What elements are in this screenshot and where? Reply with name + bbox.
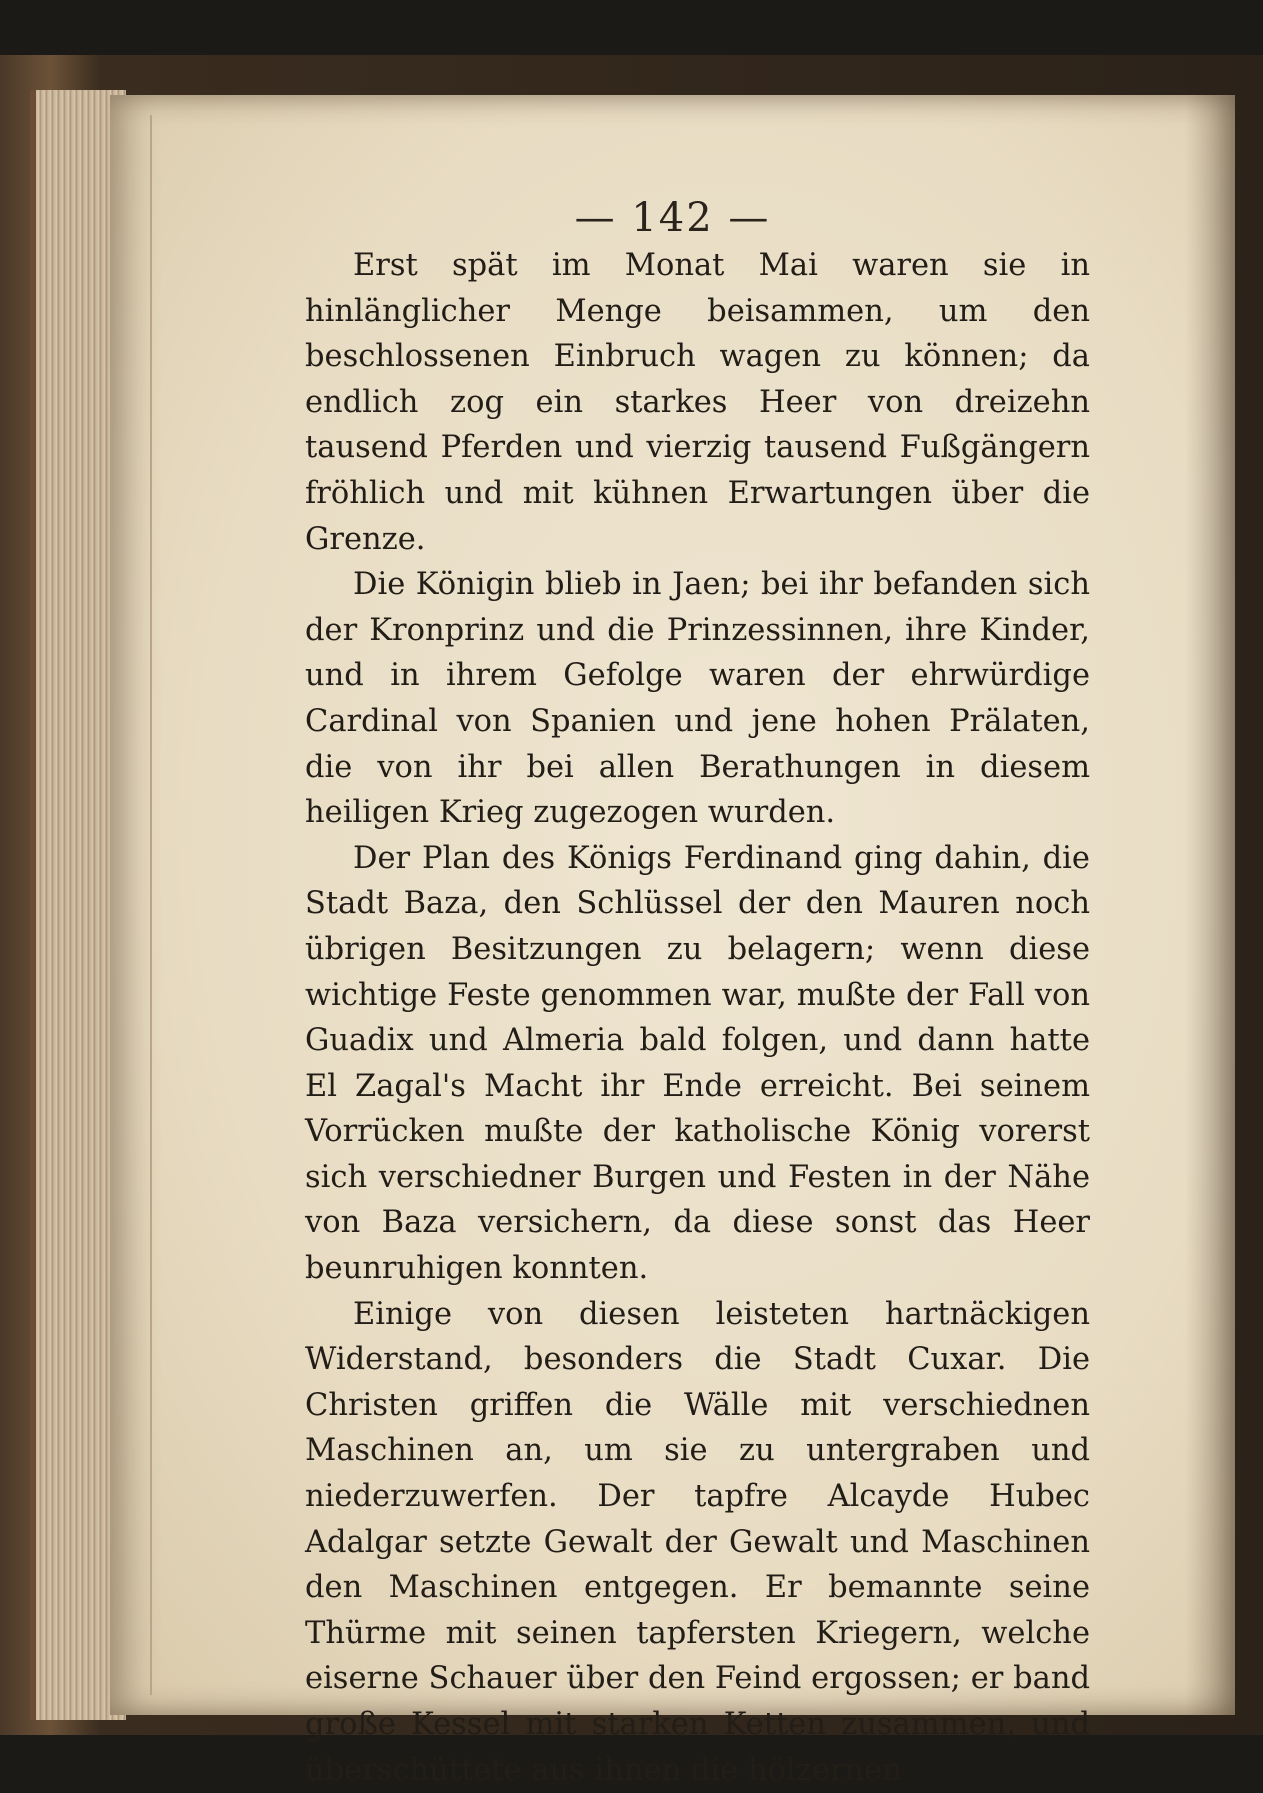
page-number: — 142 — xyxy=(574,195,771,241)
body-text xyxy=(305,243,1090,1793)
paragraph-2: Die Königin blieb in Jaen; bei ihr befanden sich der Kronprinz und die Prinzessinnen, ihre Kinder, und in ihrem Gefolge waren der ehrwürdige Cardinal von Spanien und jene hohen Prälaten, die von ihr bei allen Berathungen in diesem heiligen Krieg zugezogen wurden. xyxy=(305,567,1090,831)
paragraph-1: Erst spät im Monat Mai waren sie in hinlänglicher Menge beisammen, um den beschlossenen Einbruch wagen zu können; da endlich zog ein starkes Heer von dreizehn tausend Pferden und vierzig tausend Fußgängern fröhlich und mit kühnen Erwartungen über die Grenze. xyxy=(305,248,1090,557)
page-curl-shadow xyxy=(1185,95,1235,1715)
book-page xyxy=(110,95,1235,1788)
paragraph-4: Einige von diesen leisteten hartnäckigen Widerstand, besonders die Stadt Cuxar. Die Christen griffen die Wälle mit verschiednen Maschinen an, um sie zu untergraben und niederzuwerfen. Der tapfre Alcayde Hubec Adalgar setzte Gewalt der Gewalt und Maschinen den Maschinen entgegen. Er bemannte seine Thürme mit seinen tapfersten Kriegern, welche eiserne Schauer über den Feind ergossen; er band große Kessel mit starken Ketten zusammen, und überschüttete aus ihnen die hölzernen xyxy=(305,1296,1090,1788)
paragraph-3: Der Plan des Königs Ferdinand ging dahin, die Stadt Baza, den Schlüssel der den Mauren noch übrigen Besitzungen zu belagern; wenn diese wichtige Feste genommen war, mußte der Fall von Guadix und Almeria bald folgen, und dann hatte El Zagal's Macht ihr Ende erreicht. Bei seinem Vorrücken mußte der katholische König vorerst sich verschiedner Burgen und Festen in der Nähe von Baza versichern, da diese sonst das Heer beunruhigen konnten. xyxy=(305,840,1090,1287)
gutter-line xyxy=(150,115,152,1695)
